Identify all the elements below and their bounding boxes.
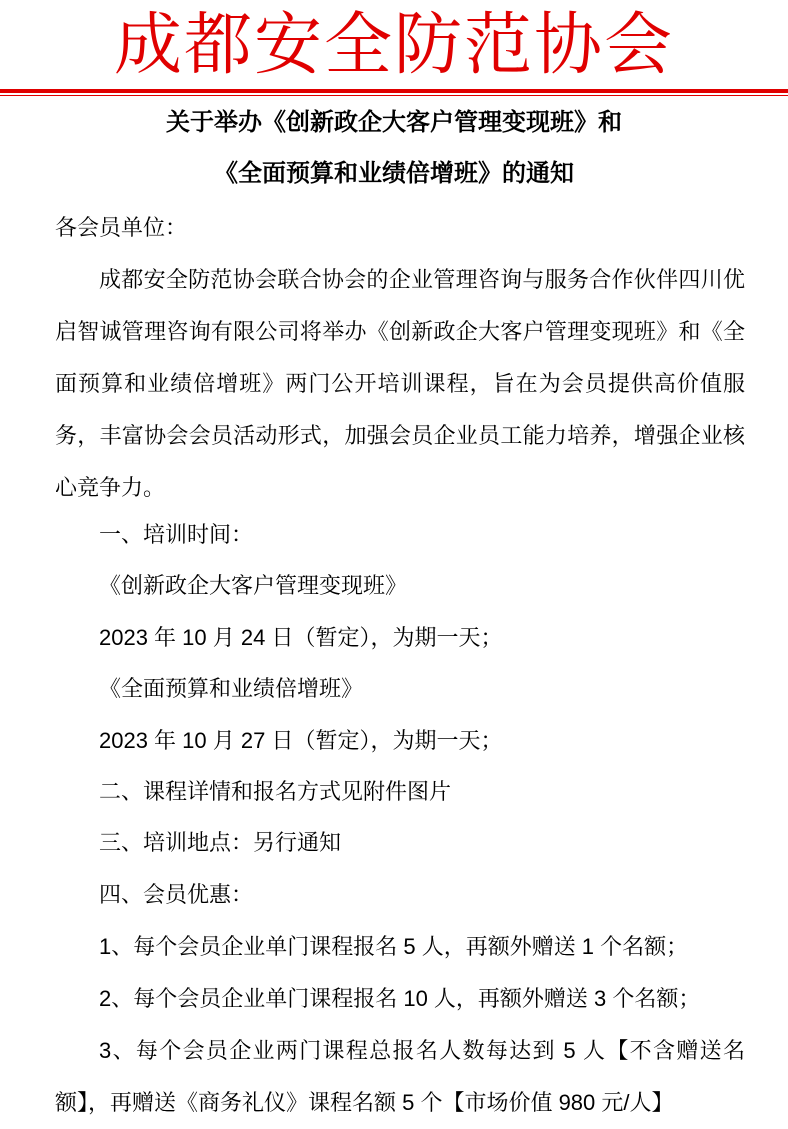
course-2-name: 《全面预算和业绩倍增班》 [99,677,364,702]
intro-paragraph: 成都安全防范协会联合协会的企业管理咨询与服务合作伙伴四川优启智诚管理咨询有限公司将举办《创新政企大客户管理变现班》和《全面预算和业绩倍增班》两门公开培训课程，旨在为会员提供高价值服务，丰富协会会员活动形式，加强会员企业员工能力培养，增强企业核心竞争力。 [55,268,745,501]
training-location-heading: 三、培训地点：另行通知 [99,831,342,856]
training-time-heading: 一、培训时间： [99,523,254,548]
header-rule-thick [0,89,788,93]
course-1-name: 《创新政企大客户管理变现班》 [99,574,408,599]
notice-title-line-1: 关于举办《创新政企大客户管理变现班》和 [166,108,622,136]
course-2-date: 2023 年 10 月 27 日（暂定），为期一天； [99,728,503,753]
course-details-heading: 二、课程详情和报名方式见附件图片 [99,780,452,805]
header-rule-thin [0,95,788,96]
benefit-item-2: 2、每个会员企业单门课程报名 10 人，再额外赠送 3 个名额； [99,986,701,1011]
benefit-item-3: 3、每个会员企业两门课程总报名人数每达到 5 人【不含赠送名额】，再赠送《商务礼仪》课程名额 5 个【市场价值 980 元/人】 [55,1038,745,1115]
member-benefits-heading: 四、会员优惠： [99,883,254,908]
organization-name: 成都安全防范协会 [113,6,674,85]
course-1-date: 2023 年 10 月 24 日（暂定），为期一天； [99,625,503,650]
benefit-item-1: 1、每个会员企业单门课程报名 5 人，再额外赠送 1 个名额； [99,934,689,959]
notice-title-line-2: 《全面预算和业绩倍增班》的通知 [214,159,574,187]
salutation: 各会员单位： [55,216,188,241]
